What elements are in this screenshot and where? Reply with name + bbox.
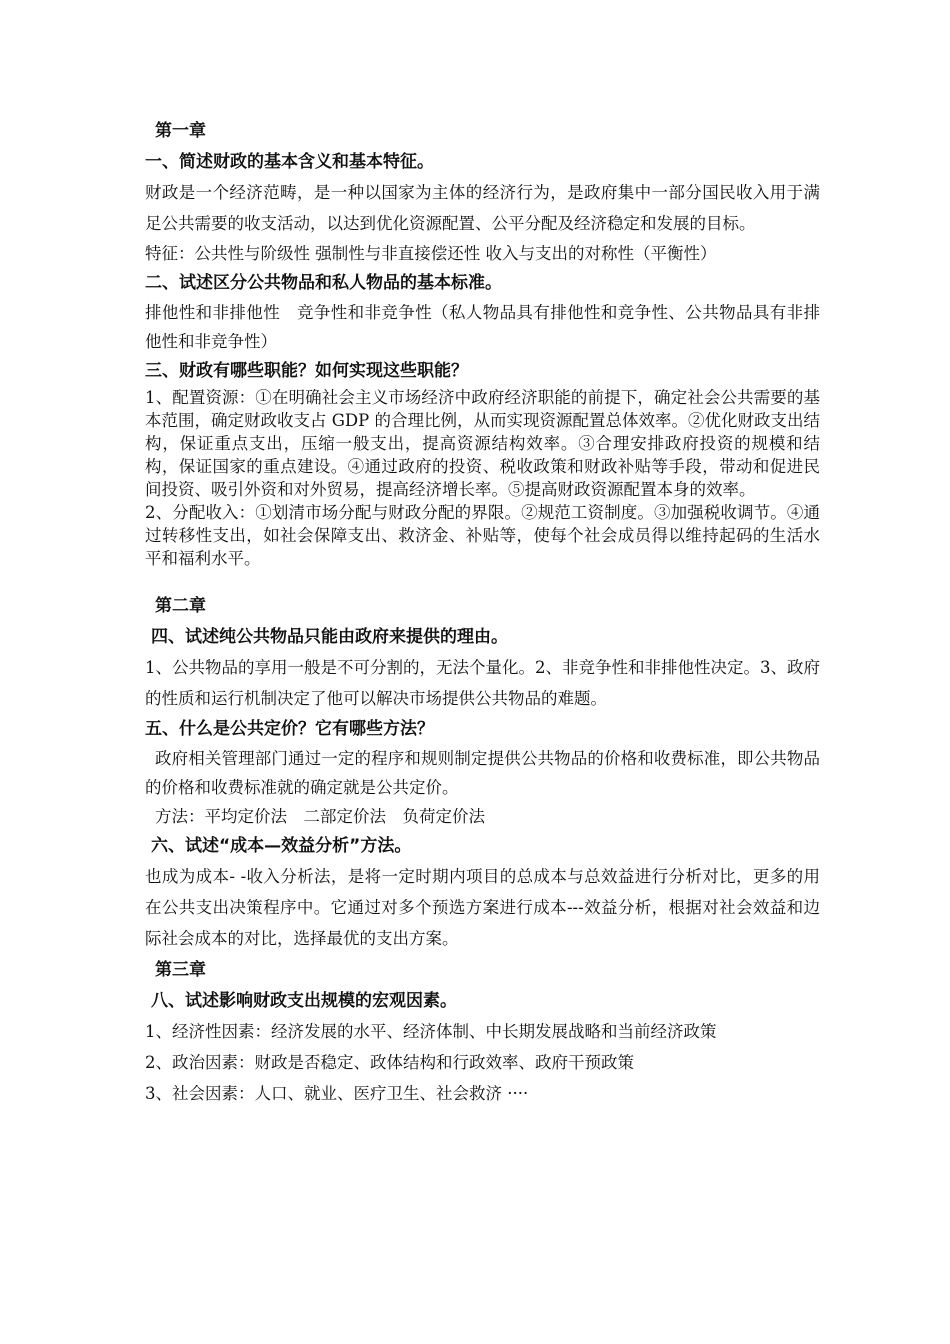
document-page xyxy=(145,115,820,1109)
question-heading: 六、试述“成本—效益分析”方法。 xyxy=(151,836,412,856)
chapter-heading: 第二章 xyxy=(155,596,206,616)
question-heading: 八、试述影响财政支出规模的宏观因素。 xyxy=(151,991,457,1011)
paragraph: 排他性和非排他性 竞争性和非竞争性（私人物品具有排他性和竞争性、公共物品具有非排他性和非竞争性） xyxy=(145,303,820,351)
paragraph: 3、社会因素：人口、就业、医疗卫生、社会救济 ···· xyxy=(145,1084,529,1103)
paragraph: 财政是一个经济范畴，是一种以国家为主体的经济行为，是政府集中一部分国民收入用于满足公共需要的收支活动，以达到优化资源配置、公平分配及经济稳定和发展的目标。 xyxy=(145,183,820,233)
paragraph: 1、公共物品的享用一般是不可分割的，无法个量化。2、非竞争性和非排他性决定。3、政府的性质和运行机制决定了他可以解决市场提供公共物品的难题。 xyxy=(145,658,820,708)
question-heading: 四、试述纯公共物品只能由政府来提供的理由。 xyxy=(151,627,508,647)
paragraph: 1、经济性因素：经济发展的水平、经济体制、中长期发展战略和当前经济政策 xyxy=(145,1022,717,1041)
question-heading: 三、财政有哪些职能？如何实现这些职能？ xyxy=(145,361,468,381)
paragraph: 方法：平均定价法 二部定价法 负荷定价法 xyxy=(155,807,485,826)
paragraph: 2、政治因素：财政是否稳定、政体结构和行政效率、政府干预政策 xyxy=(145,1053,634,1072)
chapter-heading: 第一章 xyxy=(155,121,206,141)
paragraph: 1、配置资源：①在明确社会主义市场经济中政府经济职能的前提下，确定社会公共需要的基本范围，确定财政收支占 GDP 的合理比例，从而实现资源配置总体效率。②优化财政支出结构，保证重点支出，压缩一般支出，提高资源结构效率。③合理安排政府投资的规模和结构，保证国家的重点建设。④通过政府的投资、税收政策和财政补贴等手段，带动和促进民间投资、吸引外资和对外贸易，提高经济增长率。⑤提高财政资源配置本身的效率。 xyxy=(145,388,821,499)
paragraph: 2、分配收入：①划清市场分配与财政分配的界限。②规范工资制度。③加强税收调节。④通过转移性支出，如社会保障支出、救济金、补贴等，使每个社会成员得以维持起码的生活水平和福利水平。 xyxy=(145,503,820,568)
spacer xyxy=(145,570,820,590)
chapter-heading: 第三章 xyxy=(155,960,206,980)
question-heading: 一、简述财政的基本含义和基本特征。 xyxy=(145,152,434,172)
paragraph: 政府相关管理部门通过一定的程序和规则制定提供公共物品的价格和收费标准，即公共物品的价格和收费标准就的确定就是公共定价。 xyxy=(145,749,820,797)
question-heading: 五、什么是公共定价？它有哪些方法？ xyxy=(145,719,434,739)
question-heading: 二、试述区分公共物品和私人物品的基本标准。 xyxy=(145,273,502,293)
paragraph: 特征：公共性与阶级性 强制性与非直接偿还性 收入与支出的对称性（平衡性） xyxy=(145,244,717,263)
paragraph: 也成为成本- -收入分析法，是将一定时期内项目的总成本与总效益进行分析对比，更多的用在公共支出决策程序中。它通过对多个预选方案进行成本---效益分析，根据对社会效益和边际社会成本的对比，选择最优的支出方案。 xyxy=(145,867,820,948)
